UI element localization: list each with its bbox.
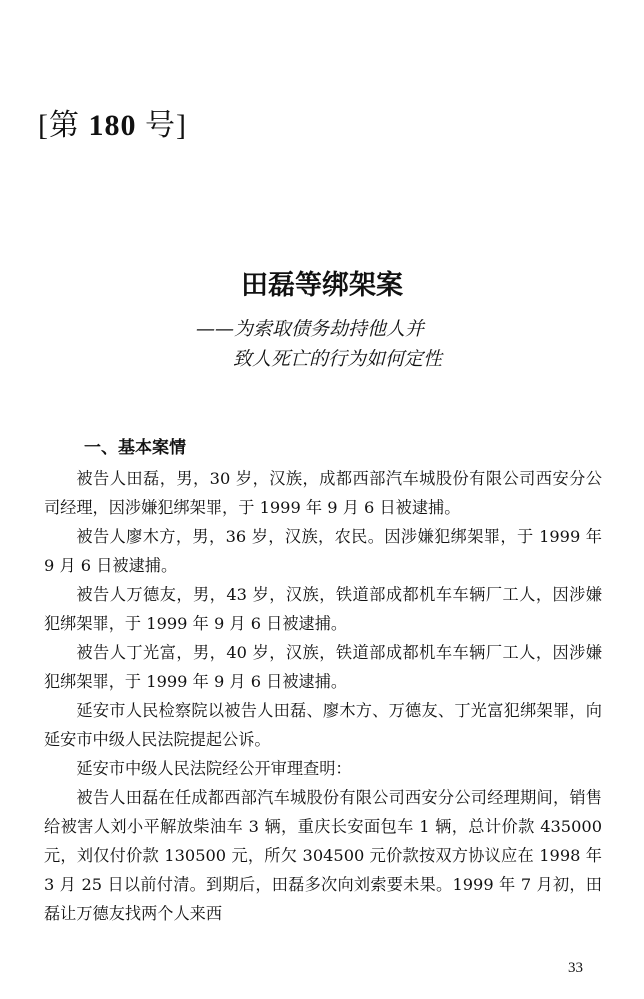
case-number-prefix: [第 xyxy=(38,109,89,142)
paragraph-court-finding-intro: 延安市中级人民法院经公开审理查明： xyxy=(76,759,352,778)
case-number xyxy=(38,100,187,144)
section-heading: 一、基本案情 xyxy=(84,438,186,458)
case-body xyxy=(44,464,602,928)
paragraph-defendant-wan-deyou: 被告人万德友，男，43 岁，汉族，铁道部成都机车车辆厂工人，因涉嫌犯绑架罪，于 1999 年 9 月 6 日被逮捕。 xyxy=(44,585,602,633)
case-number-suffix: 号] xyxy=(136,109,187,142)
paragraph-defendant-tian-lei: 被告人田磊，男，30 岁，汉族，成都西部汽车城股份有限公司西安分公司经理，因涉嫌犯绑架罪，于 1999 年 9 月 6 日被逮捕。 xyxy=(44,469,602,517)
case-title: 田磊等绑架案 xyxy=(241,270,403,301)
paragraph-facts: 被告人田磊在任成都西部汽车城股份有限公司西安分公司经理期间，销售给被害人刘小平解放柴油车 3 辆，重庆长安面包车 1 辆，总计价款 435000 元，刘仅付价款 130500 元，所欠 304500 元价款按双方协议应在 1998 年 3 月 25 日以前付清。到期后，田磊多次向刘索要未果。1999 年 7 月初，田磊让万德友找两个人来西 xyxy=(44,788,602,923)
case-number-value: 180 xyxy=(88,109,137,142)
paragraph-defendant-ding-guangfu: 被告人丁光富，男，40 岁，汉族，铁道部成都机车车辆厂工人，因涉嫌犯绑架罪，于 1999 年 9 月 6 日被逮捕。 xyxy=(44,643,602,691)
page-number: 33 xyxy=(568,960,583,976)
paragraph-defendant-liao-mufang: 被告人廖木方，男，36 岁，汉族，农民。因涉嫌犯绑架罪，于 1999 年 9 月 6 日被逮捕。 xyxy=(44,527,602,575)
paragraph-prosecution: 延安市人民检察院以被告人田磊、廖木方、万德友、丁光富犯绑架罪，向延安市中级人民法院提起公诉。 xyxy=(44,701,602,749)
subtitle-line-1: ——为索取债务劫持他人并 xyxy=(196,318,425,340)
subtitle-line-2: 致人死亡的行为如何定性 xyxy=(233,348,443,370)
